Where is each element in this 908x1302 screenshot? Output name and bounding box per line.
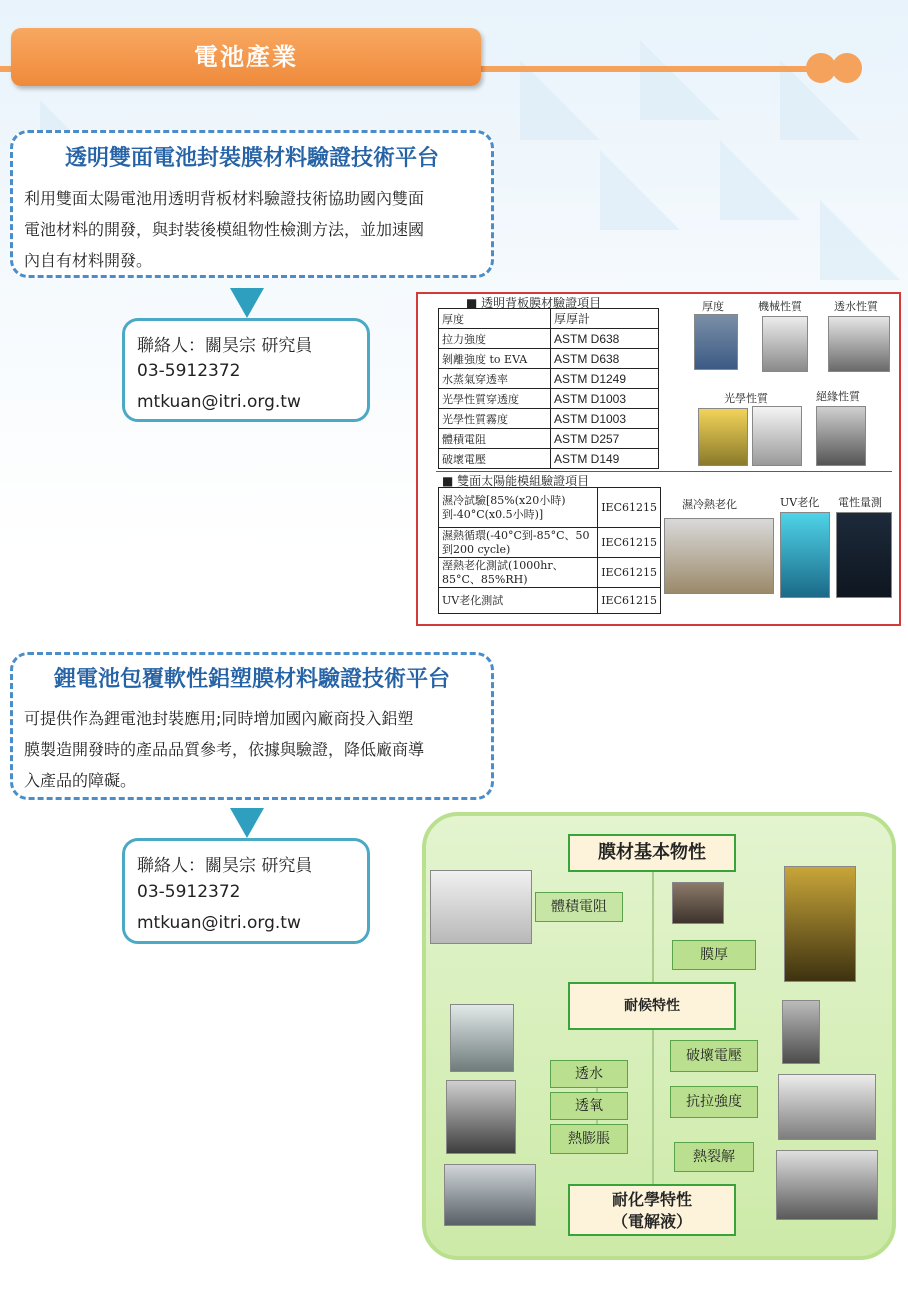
table-cell: UV老化測試	[439, 588, 598, 614]
basic-properties-box: 膜材基本物性	[568, 834, 736, 872]
film-sample-image	[672, 882, 724, 924]
chemical-chamber-image	[784, 866, 856, 982]
section1-contact-card	[122, 318, 370, 422]
oxygen-permeation-image	[446, 1080, 516, 1154]
section1-title: 透明雙面電池封裝膜材料驗證技術平台	[64, 146, 439, 171]
contact-email[interactable]: mtkuan@itri.org.tw	[137, 913, 301, 933]
section1-description	[24, 183, 490, 276]
desc-line: 內自有材料開發。	[24, 251, 153, 270]
table1-title: ■ 透明背板膜材驗證項目	[466, 296, 602, 310]
table-cell: ASTM D1249	[551, 369, 659, 389]
permeation-tester-image	[828, 316, 890, 372]
contact-phone: 03-5912372	[137, 361, 241, 381]
desc-line: 入產品的障礙。	[24, 771, 137, 790]
photo-label: 厚度	[702, 300, 724, 313]
table-row	[439, 488, 661, 528]
table-cell: 濕冷試驗[85%(x20小時)到-40°C(x0.5小時)]	[439, 488, 598, 528]
table-row	[439, 528, 661, 558]
page-title: 電池產業	[194, 43, 298, 71]
pyrolysis-box: 熱裂解	[674, 1142, 754, 1172]
tensile-tester-image	[762, 316, 808, 372]
desc-line: 利用雙面太陽電池用透明背板材料驗證技術協助國內雙面	[24, 189, 425, 208]
table-row	[439, 369, 659, 389]
desc-line: 可提供作為鋰電池封裝應用;同時增加國內廠商投入鋁塑	[24, 709, 414, 728]
down-arrow-icon	[230, 288, 264, 318]
tensile-tester-image	[778, 1074, 876, 1140]
expansion-box: 熱膨脹	[550, 1124, 628, 1154]
desc-line: 電池材料的開發，與封裝後模組物性檢測方法，並加速國	[24, 220, 425, 239]
table-row	[439, 409, 659, 429]
electrical-test-image	[836, 512, 892, 598]
table-row	[439, 449, 659, 469]
insulation-tester-image	[816, 406, 866, 466]
expansion-tester-image	[444, 1164, 536, 1226]
table-row	[439, 349, 659, 369]
table-row	[439, 329, 659, 349]
spectrometer-image	[752, 406, 802, 466]
table-cell: ASTM D1003	[551, 409, 659, 429]
contact-name: 聯絡人：關昊宗 研究員	[137, 336, 313, 356]
table-cell: 厚厚計	[551, 309, 659, 329]
contact-phone: 03-5912372	[137, 882, 241, 902]
table-cell: IEC61215	[598, 488, 661, 528]
photo-label: UV老化	[780, 496, 820, 509]
table-cell: 光學性質穿透度	[439, 389, 551, 409]
tensile-box: 抗拉強度	[670, 1086, 758, 1118]
thickness-gauge-image	[694, 314, 738, 370]
climate-chamber-image	[664, 518, 774, 594]
water-permeation-image	[450, 1004, 514, 1072]
section2-description	[24, 703, 490, 796]
thickness-box: 膜厚	[672, 940, 756, 970]
table-cell: IEC61215	[598, 558, 661, 588]
table-cell: 破壞電壓	[439, 449, 551, 469]
breakdown-tester-image	[782, 1000, 820, 1064]
table-cell: 光學性質霧度	[439, 409, 551, 429]
water-box: 透水	[550, 1060, 628, 1088]
photo-label: 濕冷熱老化	[682, 498, 737, 511]
down-arrow-icon	[230, 808, 264, 838]
oxygen-box: 透氧	[550, 1092, 628, 1120]
pyrolysis-tester-image	[776, 1150, 878, 1220]
table-cell: ASTM D149	[551, 449, 659, 469]
table-cell: IEC61215	[598, 528, 661, 558]
haze-meter-image	[698, 408, 748, 466]
table-row	[439, 389, 659, 409]
table-cell: 溼熱老化測試(1000hr、85°C、85%RH)	[439, 558, 598, 588]
table-row	[439, 558, 661, 588]
desc-line: 膜製造開發時的產品品質參考，依據與驗證，降低廠商導	[24, 740, 425, 759]
table-cell: ASTM D1003	[551, 389, 659, 409]
verification-panel	[416, 292, 901, 626]
table-cell: ASTM D257	[551, 429, 659, 449]
contact-name: 聯絡人：關昊宗 研究員	[137, 856, 313, 876]
table-cell: 濕熱循環(-40°C到-85°C、50到200 cycle)	[439, 528, 598, 558]
chemical-line: 耐化學特性	[611, 1190, 692, 1209]
photo-label: 光學性質	[724, 392, 768, 405]
header-dot	[832, 53, 862, 83]
resistance-box: 體積電阻	[535, 892, 623, 922]
backsheet-test-table	[438, 308, 659, 469]
resistance-meter-image	[430, 870, 532, 944]
section2-contact-card	[122, 838, 370, 944]
table-cell: ASTM D638	[551, 349, 659, 369]
section2-title: 鋰電池包覆軟性鋁塑膜材料驗證技術平台	[53, 667, 450, 692]
table-cell: 拉力強度	[439, 329, 551, 349]
uv-chamber-image	[780, 512, 830, 598]
table-row	[439, 588, 661, 614]
table-cell: ASTM D638	[551, 329, 659, 349]
table-cell: IEC61215	[598, 588, 661, 614]
table-row	[439, 309, 659, 329]
chemical-line: （電解液）	[611, 1212, 692, 1231]
photo-label: 透水性質	[834, 300, 878, 313]
chemical-box	[568, 1184, 736, 1236]
weather-box: 耐候特性	[568, 982, 736, 1030]
photo-label: 絕緣性質	[816, 390, 860, 403]
table-cell: 厚度	[439, 309, 551, 329]
module-test-table	[438, 487, 661, 614]
photo-label: 電性量測	[838, 496, 882, 509]
contact-email[interactable]: mtkuan@itri.org.tw	[137, 392, 301, 412]
table2-title: ■ 雙面太陽能模組驗證項目	[442, 474, 590, 488]
table-row	[439, 429, 659, 449]
breakdown-box: 破壞電壓	[670, 1040, 758, 1072]
table-cell: 剝離強度 to EVA	[439, 349, 551, 369]
table-cell: 水蒸氣穿透率	[439, 369, 551, 389]
photo-label: 機械性質	[758, 300, 802, 313]
table-cell: 體積電阻	[439, 429, 551, 449]
